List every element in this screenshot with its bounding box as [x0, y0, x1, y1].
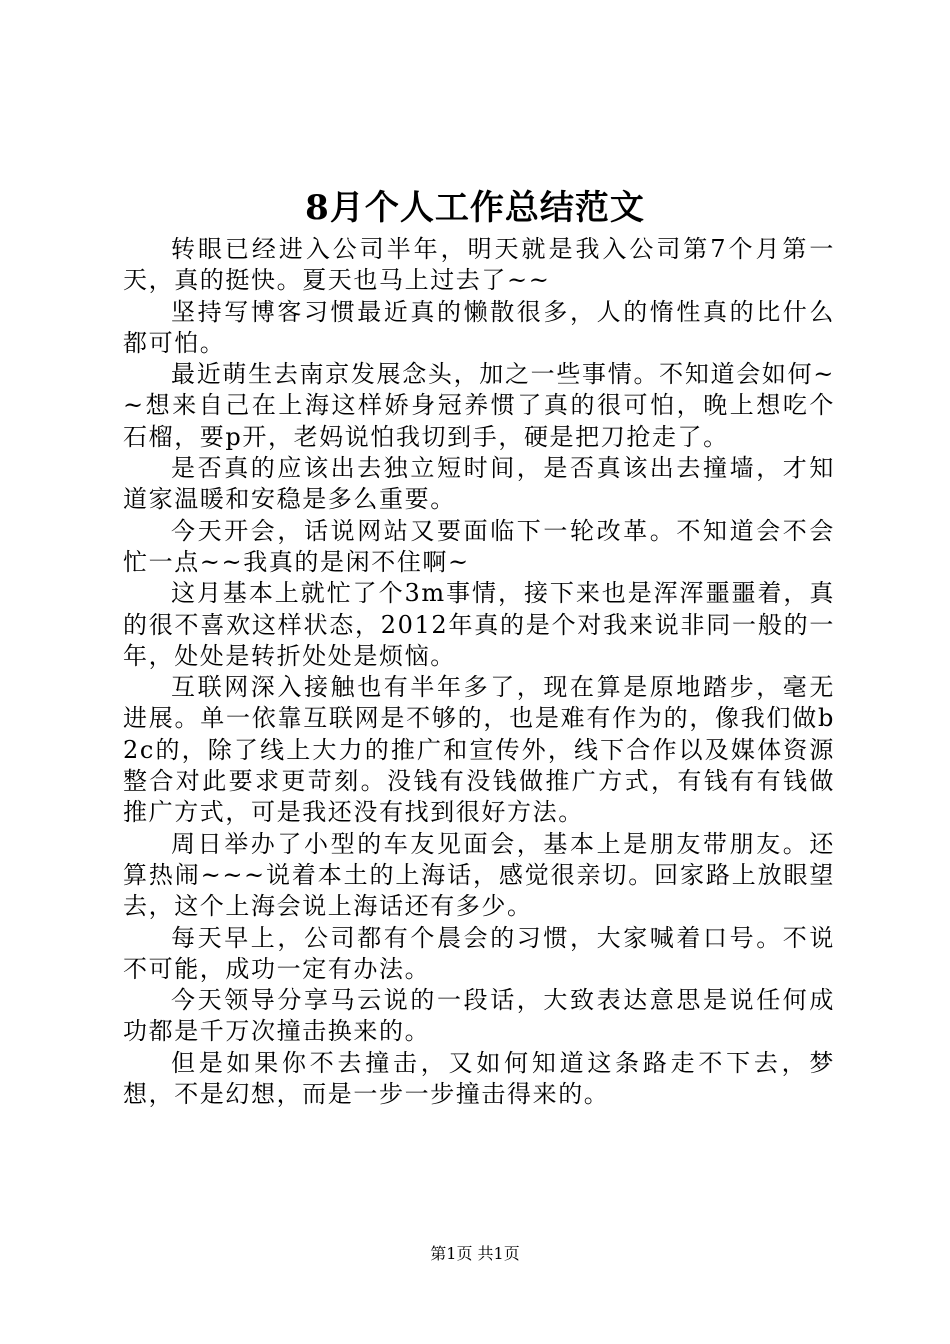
paragraph: 是否真的应该出去独立短时间，是否真该出去撞墙，才知道家温暖和安稳是多么重要。 [123, 454, 835, 514]
paragraph: 今天开会，话说网站又要面临下一轮改革。不知道会不会忙一点~~我真的是闲不住啊~ [123, 516, 835, 576]
paragraph: 今天领导分享马云说的一段话，大致表达意思是说任何成功都是千万次撞击换来的。 [123, 986, 835, 1046]
paragraph: 最近萌生去南京发展念头，加之一些事情。不知道会如何~~想来自己在上海这样娇身冠养惯了真的很可怕，晚上想吃个石榴，要p开，老妈说怕我切到手，硬是把刀抢走了。 [123, 360, 835, 451]
paragraph: 每天早上，公司都有个晨会的习惯，大家喊着口号。不说不可能，成功一定有办法。 [123, 923, 835, 983]
paragraph: 周日举办了小型的车友见面会，基本上是朋友带朋友。还算热闹~~~说着本土的上海话，感觉很亲切。回家路上放眼望去，这个上海会说上海话还有多少。 [123, 829, 835, 921]
document-body [123, 234, 835, 1110]
paragraph: 转眼已经进入公司半年，明天就是我入公司第7个月第一天，真的挺快。夏天也马上过去了~~ [123, 235, 835, 295]
document-title: 8月个人工作总结范文 [305, 188, 645, 228]
paragraph: 但是如果你不去撞击，又如何知道这条路走不下去，梦想，不是幻想，而是一步一步撞击得来的。 [123, 1048, 835, 1109]
page-footer: 第1页 共1页 [430, 1244, 520, 1263]
paragraph: 互联网深入接触也有半年多了，现在算是原地踏步，毫无进展。单一依靠互联网是不够的，也是难有作为的，像我们做b2c的，除了线上大力的推广和宣传外，线下合作以及媒体资源整合对此要求更苛刻。没钱有没钱做推广方式，有钱有有钱做推广方式，可是我还没有找到很好方法。 [123, 673, 835, 827]
paragraph: 坚持写博客习惯最近真的懒散很多，人的惰性真的比什么都可怕。 [123, 297, 835, 357]
paragraph: 这月基本上就忙了个3m事情，接下来也是浑浑噩噩着，真的很不喜欢这样状态，2012年真的是个对我来说非同一般的一年，处处是转折处处是烦恼。 [123, 579, 835, 670]
